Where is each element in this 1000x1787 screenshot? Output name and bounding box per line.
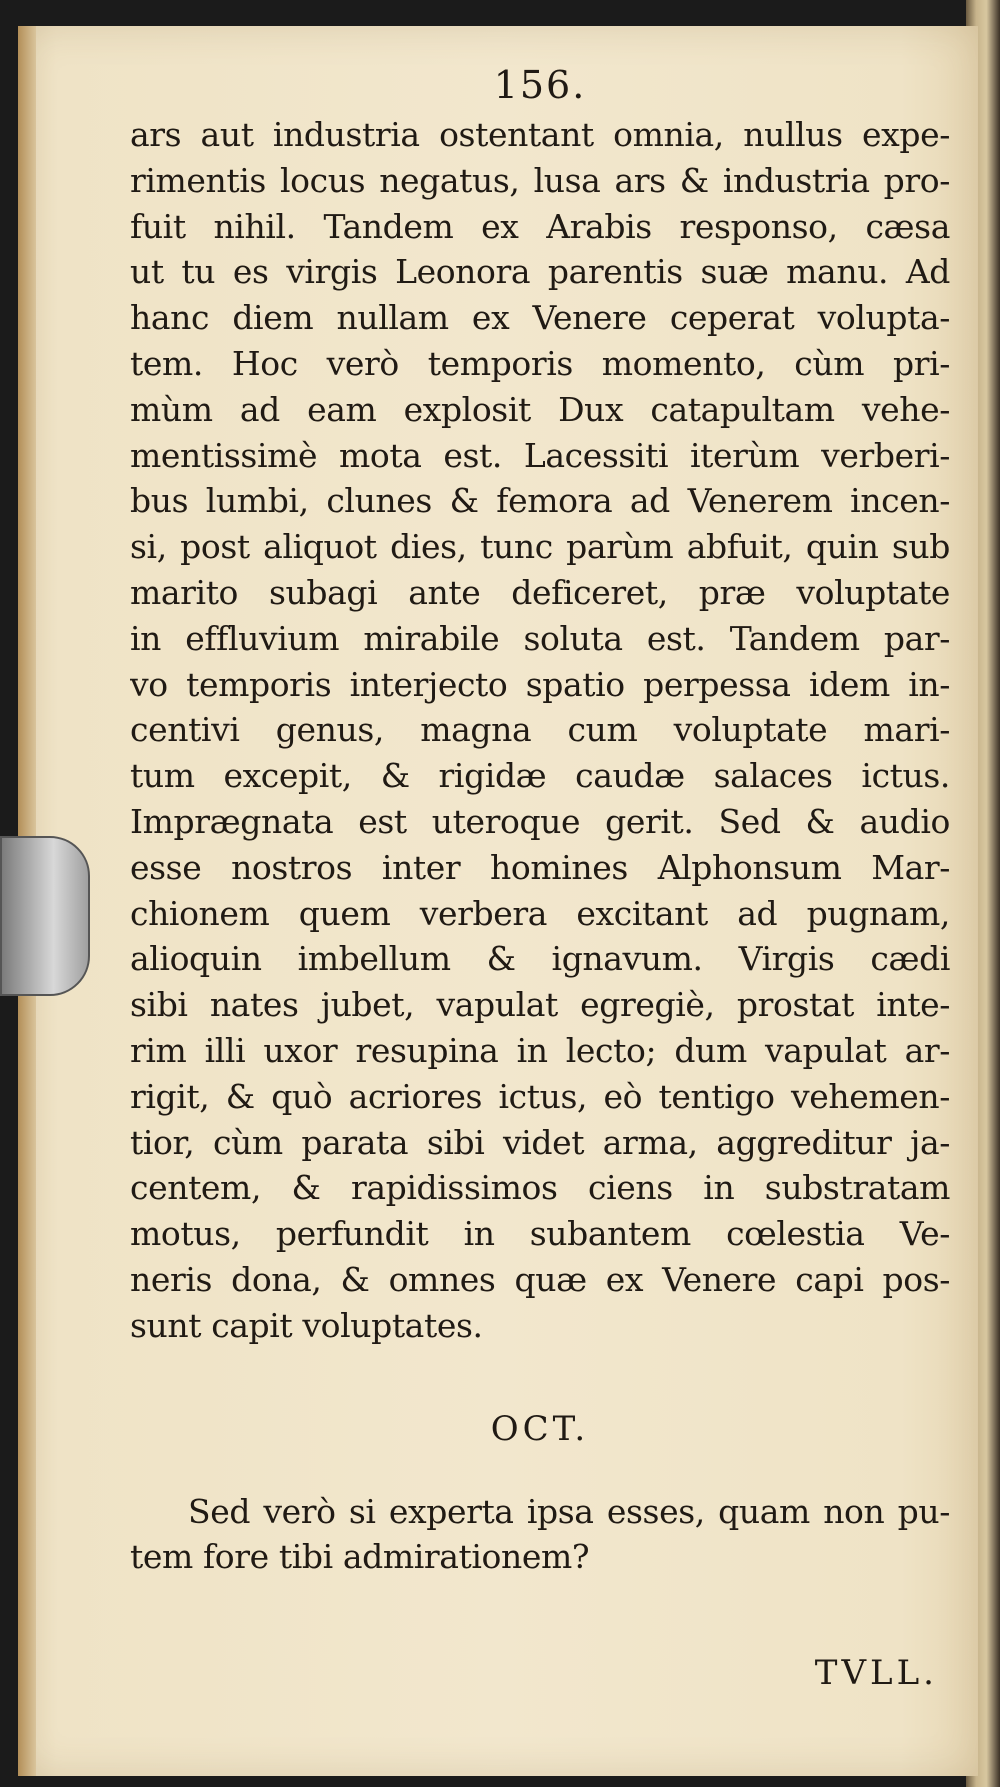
body-line: tior, cùm parata sibi videt arma, aggreditur ja- bbox=[130, 1122, 950, 1162]
body-line: rigit, & quò acriores ictus, eò tentigo vehemen- bbox=[130, 1076, 950, 1116]
body-line: centivi genus, magna cum voluptate mari- bbox=[130, 710, 950, 750]
body-line: rimentis locus negatus, lusa ars & industria pro- bbox=[130, 160, 950, 200]
body-line: centem, & rapidissimos ciens in substratam bbox=[130, 1168, 950, 1208]
body-line: motus, perfundit in subantem cœlestia Ve- bbox=[130, 1214, 950, 1254]
body-line: tem. Hoc verò temporis momento, cùm pri- bbox=[130, 343, 950, 383]
body-line: mùm ad eam explosit Dux catapultam vehe- bbox=[130, 389, 950, 429]
body-line: fuit nihil. Tandem ex Arabis responso, cæsa bbox=[130, 206, 950, 246]
page-text bbox=[130, 60, 950, 1698]
body-line: chionem quem verbera excitant ad pugnam, bbox=[130, 893, 950, 933]
body-line: hanc diem nullam ex Venere ceperat volupta- bbox=[130, 298, 950, 338]
body-line: ut tu es virgis Leonora parentis suæ manu. Ad bbox=[130, 252, 950, 292]
body-line: sibi nates jubet, vapulat egregiè, prostat inte- bbox=[130, 985, 950, 1025]
body-line: vo temporis interjecto spatio perpessa idem in- bbox=[130, 664, 950, 704]
body-line: in effluvium mirabile soluta est. Tandem par- bbox=[130, 618, 950, 658]
body-line: sunt capit voluptates. bbox=[130, 1305, 483, 1345]
body-line: ars aut industria ostentant omnia, nullus expe- bbox=[130, 115, 950, 154]
body-line: Imprægnata est uteroque gerit. Sed & audio bbox=[130, 801, 950, 841]
body-line: si, post aliquot dies, tunc parùm abfuit, quin sub bbox=[130, 527, 950, 567]
body-line: rim illi uxor resupina in lecto; dum vapulat ar- bbox=[130, 1030, 950, 1070]
page-clip bbox=[0, 836, 90, 996]
dialogue-line: tem fore tibi admirationem? bbox=[130, 1537, 590, 1577]
catchword: TVLL. bbox=[814, 1653, 938, 1694]
body-line: bus lumbi, clunes & femora ad Venerem incen- bbox=[130, 481, 950, 521]
dialogue-paragraph bbox=[130, 1489, 950, 1581]
body-line: tum excepit, & rigidæ caudæ salaces ictus. bbox=[130, 756, 950, 796]
body-line: mentissimè mota est. Lacessiti iterùm verberi- bbox=[130, 435, 950, 475]
body-line: alioquin imbellum & ignavum. Virgis cædi bbox=[130, 939, 950, 979]
body-line: neris dona, & omnes quæ ex Venere capi pos- bbox=[130, 1259, 950, 1299]
speaker-heading: OCT. bbox=[490, 1408, 590, 1449]
page-number: 156. bbox=[493, 63, 587, 107]
body-line: esse nostros inter homines Alphonsum Mar- bbox=[130, 847, 950, 887]
body-paragraph bbox=[130, 112, 950, 1349]
body-line: marito subagi ante deficeret, præ voluptate bbox=[130, 572, 950, 612]
dialogue-line: Sed verò si experta ipsa esses, quam non pu- bbox=[188, 1491, 950, 1531]
